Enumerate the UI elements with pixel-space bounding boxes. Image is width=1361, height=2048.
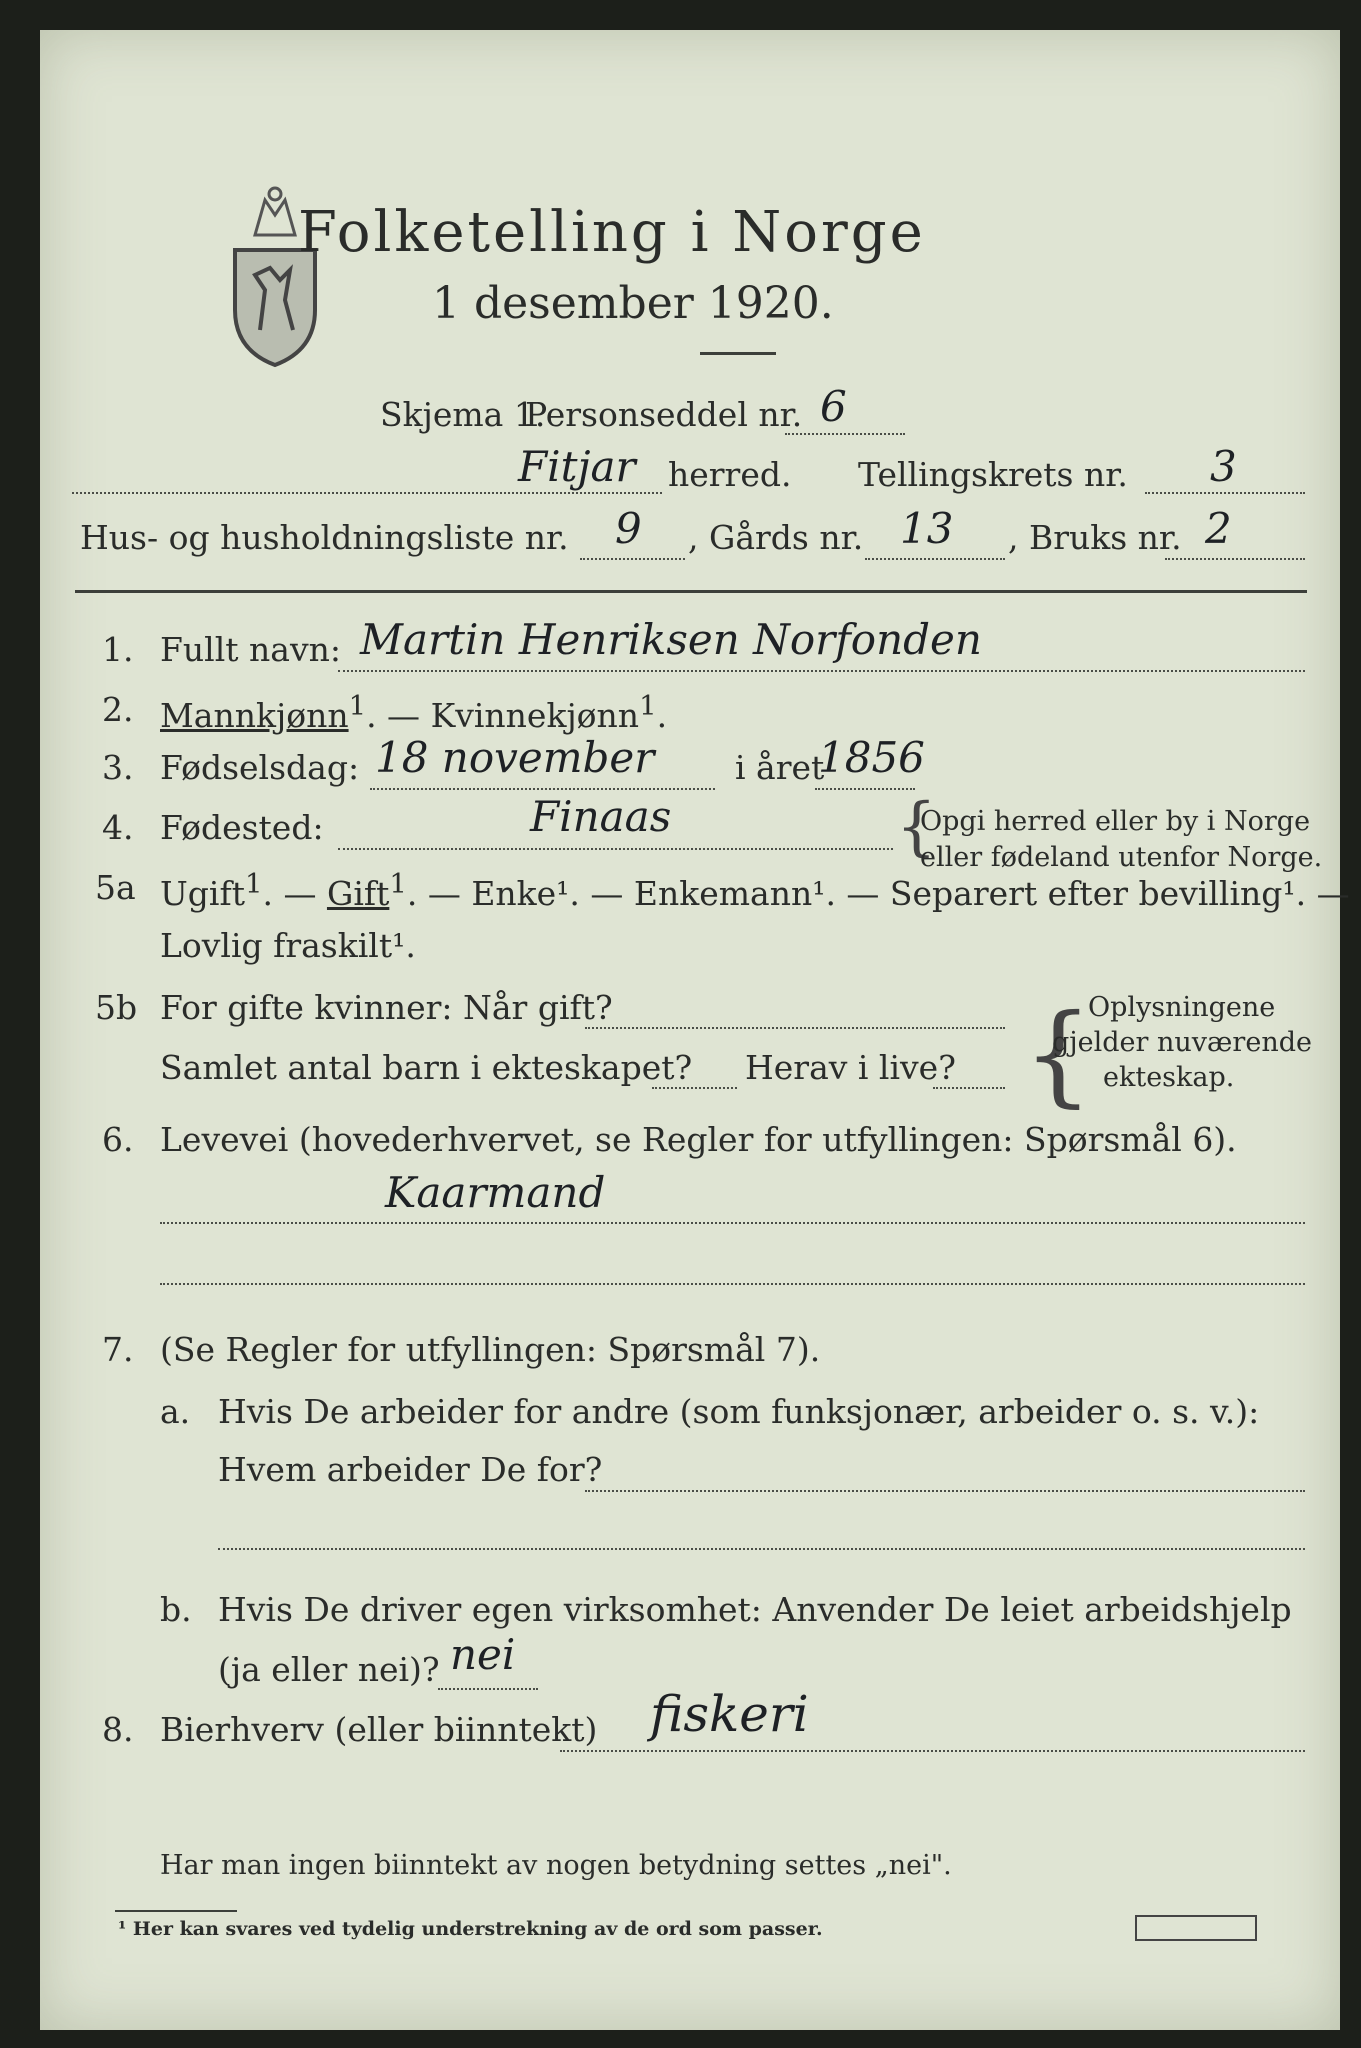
q5b-children-label: Samlet antal barn i ekteskapet? — [160, 1048, 693, 1087]
q5b-number: 5b — [95, 988, 138, 1027]
gift-option[interactable]: Gift — [326, 874, 390, 913]
q7-number: 7. — [102, 1330, 134, 1369]
personseddel-value[interactable]: 6 — [820, 382, 847, 431]
q3-number: 3. — [102, 748, 134, 787]
side-income-value[interactable]: fiskeri — [650, 1685, 809, 1743]
q7a-field-line1 — [585, 1490, 1305, 1492]
q6-label: Levevei (hovederhvervet, se Regler for utfyllingen: Spørsmål 6). — [160, 1120, 1237, 1159]
q4-note-line1: Opgi herred eller by i Norge — [920, 806, 1311, 837]
gards-value[interactable]: 13 — [900, 504, 954, 553]
header-rule — [75, 590, 1307, 593]
no-income-note: Har man ingen biinntekt av nogen betydning settes „nei". — [160, 1850, 952, 1881]
title-divider — [700, 352, 776, 355]
q8-field-line — [560, 1750, 1305, 1752]
q8-label: Bierhverv (eller biinntekt) — [160, 1710, 598, 1749]
q7b-label: Hvis De driver egen virksomhet: Anvender De leiet arbeidshjelp — [218, 1590, 1292, 1629]
q6-field-line1 — [160, 1222, 1305, 1224]
q8-number: 8. — [102, 1710, 134, 1749]
q5b-children-field-line — [652, 1087, 737, 1089]
q2-end: . — [656, 696, 668, 735]
q3-field-line — [370, 788, 715, 790]
q2-sex-options — [160, 690, 667, 735]
bruks-label: , Bruks nr. — [1008, 518, 1182, 557]
q7a-number: a. — [160, 1392, 191, 1431]
footnote-marker: 1 — [244, 868, 263, 900]
q1-number: 1. — [102, 630, 134, 669]
footnote-marker: 1 — [639, 690, 657, 722]
ugift-option[interactable]: Ugift — [160, 874, 245, 913]
bruks-field-line — [1165, 558, 1305, 560]
q2-number: 2. — [102, 690, 134, 729]
q7a-label: Hvis De arbeider for andre (som funksjonær, arbeider o. s. v.): — [218, 1392, 1260, 1431]
form-title: Folketelling i Norge — [298, 200, 926, 265]
q5a-status-options — [160, 868, 1350, 913]
q6-number: 6. — [102, 1120, 134, 1159]
q2-separator: . — — [366, 696, 431, 735]
q4-field-line — [338, 848, 893, 850]
q5a-number: 5a — [95, 868, 136, 907]
husliste-field-line — [580, 558, 685, 560]
personseddel-label: Personseddel nr. — [525, 395, 803, 434]
bruks-value[interactable]: 2 — [1205, 504, 1232, 553]
birth-year-value[interactable]: 1856 — [818, 733, 925, 782]
q5b-alive-label: Herav i live? — [745, 1048, 956, 1087]
female-option[interactable]: Kvinnekjønn — [430, 696, 640, 735]
footnote: ¹ Her kan svares ved tydelig understrekning av de ord som passer. — [118, 1918, 823, 1940]
hired-help-value[interactable]: nei — [450, 1630, 516, 1679]
q5b-note-line1: Oplysningene — [1088, 992, 1276, 1023]
tellingskrets-field-line — [1145, 492, 1305, 494]
q7a-employer-label: Hvem arbeider De for? — [218, 1450, 603, 1489]
footnote-marker: 1 — [389, 868, 407, 900]
gards-label: , Gårds nr. — [688, 518, 864, 557]
census-date: 1 desember 1920. — [432, 278, 834, 329]
q4-brace: { — [896, 790, 937, 864]
q7b-field-line — [438, 1688, 538, 1690]
q7b-number: b. — [160, 1590, 192, 1629]
q7-label: (Se Regler for utfyllingen: Spørsmål 7). — [160, 1330, 821, 1369]
personseddel-field-line — [785, 433, 905, 435]
q5b-when-field-line — [585, 1027, 1005, 1029]
husliste-value[interactable]: 9 — [615, 504, 642, 553]
q3-label: Fødselsdag: — [160, 748, 360, 787]
q4-number: 4. — [102, 808, 134, 847]
q5b-note-line3: ekteskap. — [1103, 1062, 1235, 1093]
q5b-alive-field-line — [933, 1087, 1005, 1089]
herred-field-line — [72, 492, 662, 494]
q5b-when-married-label: For gifte kvinner: Når gift? — [160, 988, 613, 1027]
q5b-brace: { — [1023, 990, 1093, 1118]
skjema-label: Skjema 1. — [380, 395, 546, 434]
q7b-yes-no-label: (ja eller nei)? — [218, 1650, 440, 1689]
q5a-other-options: . — Enke¹. — Enkemann¹. — Separert efter bevilling¹. — — [406, 874, 1350, 913]
q4-note-line2: eller fødeland utenfor Norge. — [920, 842, 1323, 873]
tellingskrets-value[interactable]: 3 — [1210, 442, 1237, 491]
q6-field-line2 — [160, 1283, 1305, 1285]
q5a-separator: . — — [262, 874, 327, 913]
birthplace-value[interactable]: Finaas — [530, 792, 672, 841]
census-form-page — [40, 30, 1350, 2030]
occupation-value[interactable]: Kaarmand — [385, 1168, 606, 1217]
q5b-note-line2: gjelder nuværende — [1052, 1027, 1312, 1058]
male-option[interactable]: Mannkjønn — [160, 696, 349, 735]
full-name-value[interactable]: Martin Henriksen Norfonden — [360, 615, 982, 664]
lovlig-fraskilt-option[interactable]: Lovlig fraskilt¹. — [160, 926, 416, 965]
q1-label: Fullt navn: — [160, 630, 341, 669]
tellingskrets-label: Tellingskrets nr. — [858, 455, 1128, 494]
husliste-label: Hus- og husholdningsliste nr. — [80, 518, 569, 557]
herred-value[interactable]: Fitjar — [518, 442, 636, 491]
herred-label: herred. — [668, 455, 792, 494]
printer-stamp — [1135, 1915, 1257, 1941]
birthdate-value[interactable]: 18 november — [375, 733, 655, 782]
footnote-marker: 1 — [348, 690, 367, 722]
q4-label: Fødested: — [160, 808, 324, 847]
q7a-field-line2 — [218, 1548, 1305, 1550]
q1-field-line — [338, 670, 1305, 672]
gards-field-line — [865, 558, 1005, 560]
footnote-rule — [115, 1910, 237, 1912]
q3-year-label: i året — [735, 748, 825, 787]
